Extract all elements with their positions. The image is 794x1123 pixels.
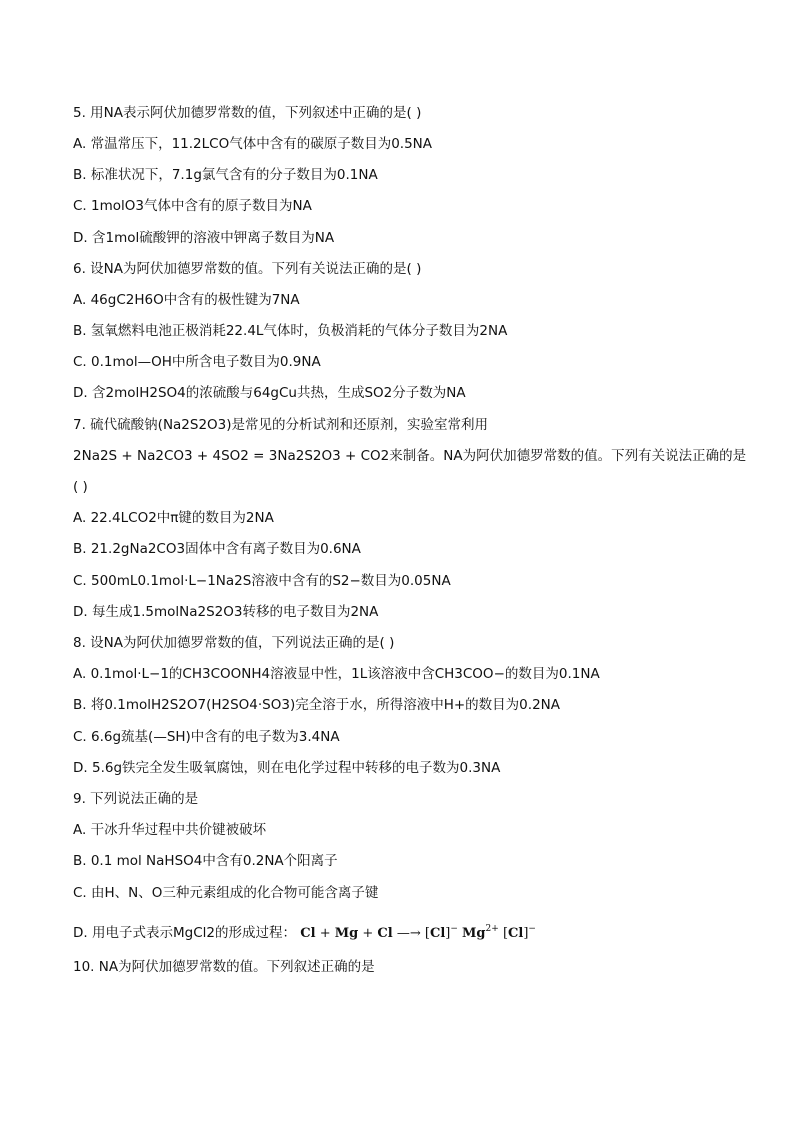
q5-option-d: D. 含1mol硫酸钾的溶液中钾离子数目为NA: [73, 230, 335, 246]
q6-option-a: A. 46gC2H6O中含有的极性键为7NA: [73, 292, 300, 308]
plus-sign: +: [319, 926, 331, 941]
q6-option-b: B. 氢氧燃料电池正极消耗22.4L气体时，负极消耗的气体分子数目为2NA: [73, 323, 508, 339]
reaction-arrow: —→: [396, 926, 421, 941]
cl-ion-left: Cl: [429, 926, 446, 941]
q7-option-a: A. 22.4LCO2中π键的数目为2NA: [73, 510, 274, 526]
bracket-open: [: [424, 926, 430, 941]
cl-ion-right: Cl: [508, 926, 524, 941]
charge-minus: −: [528, 924, 536, 934]
q5-option-b: B. 标准状况下，7.1g氯气含有的分子数目为0.1NA: [73, 167, 378, 183]
electron-formula-diagram: [300, 926, 536, 941]
q5-option-c: C. 1molO3气体中含有的原子数目为NA: [73, 198, 312, 214]
bracket-close: ]: [445, 926, 451, 941]
plus-sign: +: [362, 926, 374, 941]
mg-ion: Mg: [462, 926, 486, 941]
charge-2plus: 2+: [485, 924, 499, 934]
q7-stem-line2: 2Na2S + Na2CO3 + 4SO2 = 3Na2S2O3 + CO2来制备。NA为阿伏加德罗常数的值。下列有关说法正确的是: [73, 448, 747, 464]
bracket-close: ]: [523, 926, 529, 941]
q7-option-b: B. 21.2gNa2CO3固体中含有离子数目为0.6NA: [73, 541, 361, 557]
q9-option-d: [73, 920, 536, 943]
q9-option-a: A. 干冰升华过程中共价键被破坏: [73, 822, 267, 838]
q6-stem: 6. 设NA为阿伏加德罗常数的值。下列有关说法正确的是( ): [73, 261, 422, 277]
cl-atom-right: Cl: [377, 926, 393, 941]
mg-atom: Mg: [334, 926, 359, 941]
q7-stem-line1: 7. 硫代硫酸钠(Na2S2O3)是常见的分析试剂和还原剂，实验室常利用: [73, 417, 489, 433]
q9-stem: 9. 下列说法正确的是: [73, 791, 199, 807]
q8-option-b: B. 将0.1molH2S2O7(H2SO4·SO3)完全溶于水，所得溶液中H+的数目为0.2NA: [73, 697, 560, 713]
q6-option-c: C. 0.1mol—OH中所含电子数目为0.9NA: [73, 354, 321, 370]
q9-option-b: B. 0.1 mol NaHSO4中含有0.2NA个阳离子: [73, 853, 338, 869]
charge-minus: −: [450, 924, 458, 934]
q7-stem-line3: ( ): [73, 479, 88, 495]
q8-option-d: D. 5.6g铁完全发生吸氧腐蚀，则在电化学过程中转移的电子数为0.3NA: [73, 760, 501, 776]
q7-option-d: D. 每生成1.5molNa2S2O3转移的电子数目为2NA: [73, 604, 379, 620]
q7-option-c: C. 500mL0.1mol·L−1Na2S溶液中含有的S2−数目为0.05NA: [73, 573, 451, 589]
q5-stem: 5. 用NA表示阿伏加德罗常数的值，下列叙述中正确的是( ): [73, 105, 422, 121]
q5-option-a: A. 常温常压下，11.2LCO气体中含有的碳原子数目为0.5NA: [73, 136, 433, 152]
q8-stem: 8. 设NA为阿伏加德罗常数的值，下列说法正确的是( ): [73, 635, 395, 651]
bracket-open: [: [502, 926, 509, 941]
q9-option-d-prefix: D. 用电子式表示MgCl2的形成过程：: [73, 925, 296, 941]
q8-option-c: C. 6.6g巯基(—SH)中含有的电子数为3.4NA: [73, 729, 340, 745]
q9-option-c: C. 由H、N、O三种元素组成的化合物可能含离子键: [73, 885, 379, 901]
q10-stem: 10. NA为阿伏加德罗常数的值。下列叙述正确的是: [73, 959, 375, 975]
cl-atom-left: Cl: [300, 926, 316, 941]
q6-option-d: D. 含2molH2SO4的浓硫酸与64gCu共热，生成SO2分子数为NA: [73, 385, 466, 401]
q8-option-a: A. 0.1mol·L−1的CH3COONH4溶液显中性，1L该溶液中含CH3COO−的数目为0.1NA: [73, 666, 600, 682]
